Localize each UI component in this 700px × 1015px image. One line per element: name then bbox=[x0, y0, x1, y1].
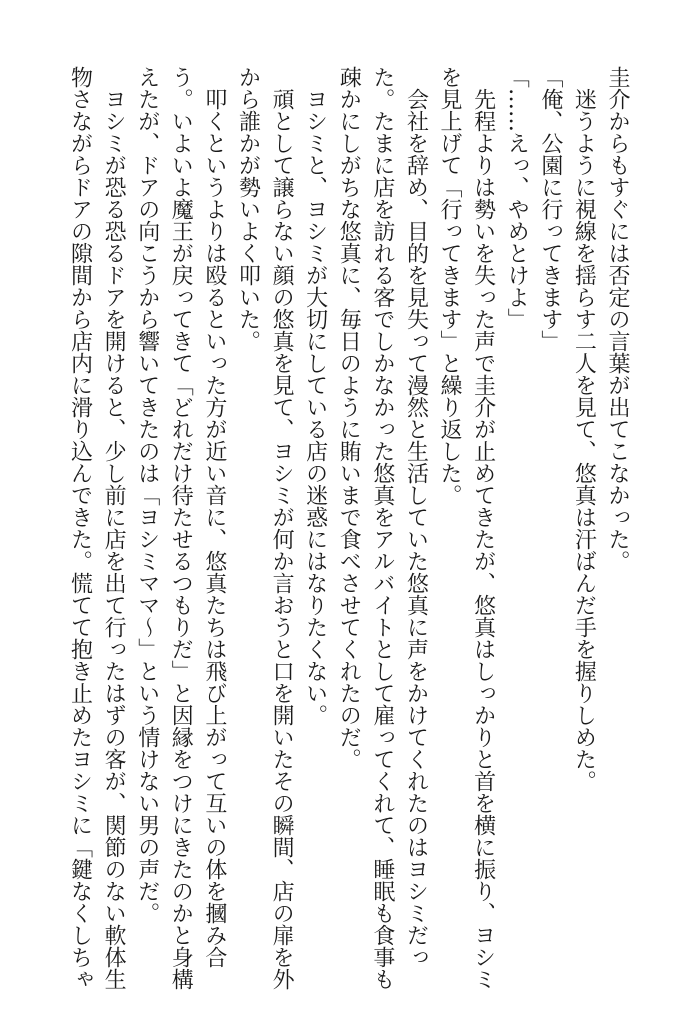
text-line: ヨシミが恐る恐るドアを開けると、少し前に店を出て行ったはずの客が、関節のない軟体生 bbox=[101, 66, 127, 990]
text-line: 叩くというよりは殴るといった方が近い音に、悠真たちは飛び上がって互いの体を摑み合 bbox=[201, 66, 227, 968]
text-line: た。たまに店を訪れる客でしかなかった悠真をアルバイトとして雇ってくれて、睡眠も食事も bbox=[369, 66, 395, 990]
text-line: 頑として譲らない顔の悠真を見て、ヨシミが何か言おうと口を開いたその瞬間、店の扉を外 bbox=[269, 66, 295, 990]
text-line: から誰かが勢いよく叩いた。 bbox=[235, 66, 261, 352]
text-line: ヨシミと、ヨシミが大切にしている店の迷惑にはなりたくない。 bbox=[302, 66, 328, 726]
text-line: 会社を辞め、目的を見失って漫然と生活していた悠真に声をかけてくれたのはヨシミだっ bbox=[403, 66, 429, 968]
text-line: 物さながらドアの隙間から店内に滑り込んできた。慌てて抱き止めたヨシミに「鍵なくしちゃ bbox=[67, 66, 93, 990]
text-line: 「……えっ、やめとけよ」 bbox=[504, 66, 530, 330]
text-line: う。いよいよ魔王が戻ってきて「どれだけ待たせるつもりだ」と因縁をつけにきたのかと身構 bbox=[168, 66, 194, 990]
text-line: 「俺、公園に行ってきます」 bbox=[537, 66, 563, 352]
text-line: 疎かにしがちな悠真に、毎日のように賄いまで食べさせてくれたのだ。 bbox=[336, 66, 362, 770]
text-line: えたが、ドアの向こうから響いてきたのは「ヨシミママ〜」という情けない男の声だ。 bbox=[134, 66, 160, 924]
text-line: 圭介からもすぐには否定の言葉が出てこなかった。 bbox=[605, 66, 630, 572]
text-line: 迷うように視線を揺らす二人を見て、悠真は汗ばんだ手を握りしめた。 bbox=[571, 66, 597, 792]
text-line: 先程よりは勢いを失った声で圭介が止めてきたが、悠真はしっかりと首を横に振り、ヨシミ bbox=[470, 66, 496, 990]
text-line: を見上げて「行ってきます」と繰り返した。 bbox=[437, 66, 463, 506]
body-text bbox=[63, 66, 634, 990]
